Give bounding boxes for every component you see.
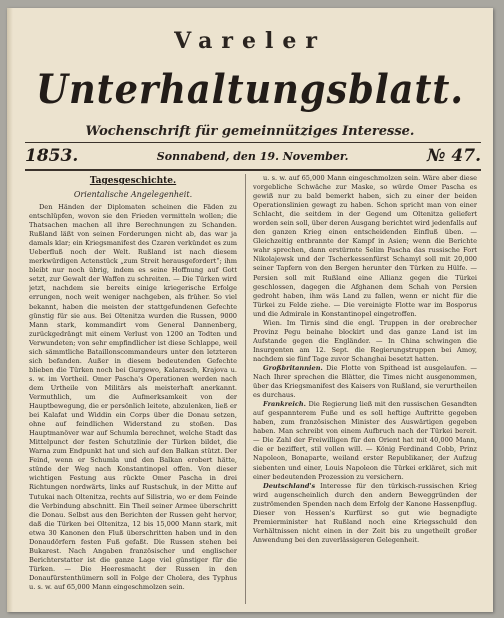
masthead-line1: Vareler xyxy=(174,28,326,54)
issue-date: Sonnabend, den 19. November. xyxy=(156,149,349,163)
section-label-britain: Großbritannien. xyxy=(263,363,323,372)
article-text-france: Die Regierung ließ mit den russischen Gesandten auf gespannterem Fuße und es soll heftige Auftritte gegeben haben, zum französischen Minister des Auswärtigen gegeben haben. Man schreibt von einem Aufbruch nach der Türkei bereit. — Die Zahl der Freiwilligen für den Orient hat mit 40,000 Mann, die er beziffert, stil vollen will. — König Ferdinand Cobb, Prinz Napoleon, Bonaparte, weiland erster Republikaner, der Aufzug siebenten und einer, Louis Napoleon die Türkei erkläret, sich mit einer bedeutenden Prozession zu versichern. xyxy=(253,400,477,481)
issue-info-bar xyxy=(25,145,481,167)
newspaper-page xyxy=(7,8,493,612)
masthead-subtitle: Wochenschrift für gemeinnütziges Interesse. xyxy=(85,124,415,139)
masthead-title: Unterhaltungsblatt. xyxy=(35,66,465,113)
section-subheading: Orientalische Angelegenheit. xyxy=(73,190,193,199)
left-column xyxy=(29,174,237,606)
page-spine xyxy=(7,8,13,612)
article-text-india: Wien. Im Tirnis sind die engl. Truppen in der orebrecher Provinz Pegu beinahe blockirt und das ganze Land ist im Aufstande gegen die Engländer. — In China schwingen die Insurgenten am 12. Sept. die Regierungstruppen bei Amoy, nachdem sie fünf Tage zuvor Schanghai besetzt hatten. xyxy=(253,318,477,363)
column-divider xyxy=(245,174,246,604)
issue-year: 1853. xyxy=(25,146,79,166)
article-text: Den Händen der Diplomaten scheinen die Fäden zu entschlüpfen, wovon sie den Frieden vermitteln wollen; die Thatsachen machen all ihre Berechnungen zu Schanden. Rußland läßt von seinen Forderungen nicht ab, das war ja damals klar; ein Kriegsmanifest des Czaren verkündet es zum Ueberfluß noch der Welt. Rußland ist nach diesem merkwürdigen Actenstück „zum Streit herausgefordert“; ihm bleibt nur noch übrig, indem es seine Hoffnung auf Gott setzt, zur Gewalt der Waffen zu schreiten. — Die Türken wird jetzt, nachdem sie bereits einige kriegerische Erfolge errungen, noch weit weniger nachgeben, als früher. So viel bekannt, haben die meisten der stattgefundenen Gefechte günstig für sie aus. Bei Oltenitza wurden die Russen, 9000 Mann stark, kommandirt vom General Dannenberg, zurückgedrängt mit einem Verlust von 1200 an Todten und Verwundeten; von sehr empfindlicher ist diese Schlappe, weil sich sämmtliche Bataillonscommandeurs unter den letzteren sich befanden. Außer in diesem bedeutenden Gefechte blieben die Türken noch bei Gurgewo, Kalarasch, Krajova u. s. w. im Vortheil. Omer Pascha's Operationen werden nach dem Urtheile von Militärs als meisterhaft anerkannt. Vermuthlich, um die Aufmerksamkeit von der Hauptbewegung, die er persönlich leitete, abzulenken, ließ er bei Kalafat und Widdin ein Corps über die Donau setzen, ohne auf feindlichen Widerstand zu stoßen. Das Hauptmanöver war auf Schumla berechnet, welche Stadt das Mittelpunct der festen Schutzlinie der Türken bildet, die Warna zum Endpunkt hat und sich auf den Balkan stützt. Der Feind, wenn er Schumla und den Balkan erobert hätte, stünde der Weg nach Konstantinopel offen. Von dieser wichtigen Festung aus rückte Omer Pascha in drei Richtungen nordwärts, links auf Rustschuk, in der Mitte auf Tutukai nach Oltenitza, rechts auf Silistria, wo er dem Feinde die Verbindung abschnitt. Ein Theil seiner Armee überschritt die Donau. Selbst aus den Berichten der Russen geht hervor, daß die Türken bei Oltenitza, 12 bis 15,000 Mann stark, mit etwa 30 Kanonen den Fluß überschritten haben und in den Donaudörfern festen Fuß gefaßt. Die Russen stehen bei Bukarest. Nach Angaben französischer und englischer Berichterstatter ist die ganze Lage viel günstiger für die Türken. — Die Heeresmacht der Russen in den Donaufürstenthümern soll in Folge der Cholera, des Typhus u. s. w. auf 65,000 Mann eingeschmolzen sein. xyxy=(29,203,237,591)
issue-number: № 47. xyxy=(427,146,481,166)
article-text-germany: Interesse für den türkisch-russischen Krieg wird augenscheinlich durch den andern Beweggründen der zuströmenden Spenden nach dem Erfolg der Kanone Hassenpflug. Dieser von Hessen's Kurfürst so gut wie begnadigte Premierminister hat Rußland noch eine Kriegsschuld den Verhältnissen nicht einen in der Zeit bis zu ungetheilt großer Anwendung bei den zuverlässigeren Gelegenheit. xyxy=(253,481,477,544)
section-heading: Tagesgeschichte. xyxy=(89,176,177,186)
article-text-britain: Die Flotte von Spithead ist ausgelaufen. — Nach Ihrer sprechen die Blätter, die Times nicht ausgenommen, über das Kriegsmanifest des Kaisers von Rußland, sie verurtheilen es durchaus. xyxy=(253,363,477,400)
right-column xyxy=(253,174,477,606)
bottom-rule xyxy=(25,169,481,171)
section-label-france: Frankreich. xyxy=(263,400,306,409)
top-rule xyxy=(25,142,481,143)
section-label-germany: Deutschland's xyxy=(263,481,316,490)
article-text-continued: u. s. w. auf 65,000 Mann eingeschmolzen sein. Wäre aber diese vorgebliche Schwäche zur Maske, so würde Omer Pascha es gewiß nur zu bald bemerkt haben, sich zu einer der beiden Operationslinien gewagt zu haben. Schon spricht man von einer Schlacht, die seitdem in der Gegend um Oltenitza geliefert worden sein soll, über deren Ausgang berichtet wird jedenfalls auf den ganzen Krieg einen entscheidenden Einfluß üben. — Gleichzeitig entbrannte der Kampf in Asien; wenn die Berichte wahr sprechen, dann erstürmte Selim Pascha das russische Fort Nikolajewsk und der Tscherkessenfürst Schamyl soll mit 20,000 seiner Tapfern von den Bergen herunter den Türken zu Hülfe. — Persien soll mit Rußland eine Allianz gegen die Türkei geschlossen, dagegen die Afghanen dem Schah von Persien gedroht haben, ihm wäs Land zu fallen, wenn er nicht für die Türkei zu Felde ziehe. — Die vereinigte Flotte war im Bosporus und die Admirale in Konstantinopel eingetroffen. xyxy=(253,174,477,318)
